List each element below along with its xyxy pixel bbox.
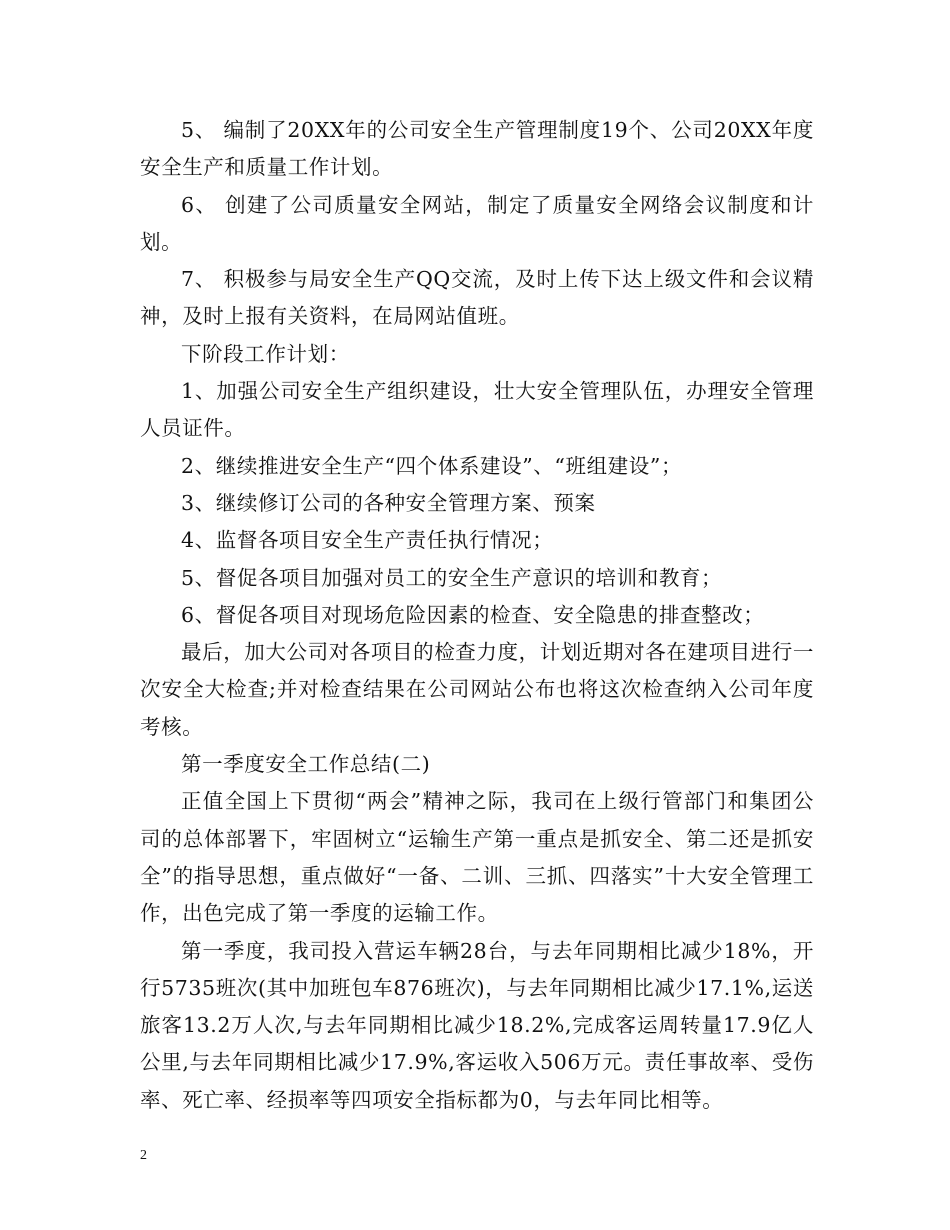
- plan-item-4: 4、监督各项目安全生产责任执行情况；: [181, 528, 554, 553]
- paragraph-finally: 最后，加大公司对各项目的检查力度，计划近期对各在建项目进行一次安全大检查;并对检查结果在公司网站公布也将这次检查纳入公司年度考核。: [140, 640, 814, 739]
- paragraph-item-7-qq: 7、 积极参与局安全生产QQ交流，及时上传下达上级文件和会议精神，及时上报有关资料，在局网站值班。: [140, 267, 814, 329]
- plan-item-2: 2、继续推进安全生产“四个体系建设”、“班组建设”；: [181, 453, 683, 478]
- paragraph-intro: 正值全国上下贯彻“两会”精神之际，我司在上级行管部门和集团公司的总体部署下，牢固树立“运输生产第一重点是抓安全、第二还是抓安全”的指导思想，重点做好“一备、二训、三抓、四落实”十大安全管理工作，出色完成了第一季度的运输工作。: [140, 789, 814, 926]
- plan-item-5: 5、督促各项目加强对员工的安全生产意识的培训和教育；: [181, 565, 723, 590]
- paragraph-item-5-rules: 5、 编制了20XX年的公司安全生产管理制度19个、公司20XX年度安全生产和质量工作计划。: [140, 118, 814, 180]
- document-body: [140, 112, 814, 1119]
- section-title-q1-summary: 第一季度安全工作总结(二): [181, 752, 431, 777]
- plan-item-1: 1、加强公司安全生产组织建设，壮大安全管理队伍，办理安全管理人员证件。: [140, 379, 814, 441]
- paragraph-item-6-website: 6、 创建了公司质量安全网站，制定了质量安全网络会议制度和计划。: [140, 192, 814, 254]
- plan-item-3: 3、继续修订公司的各种安全管理方案、预案: [181, 490, 596, 515]
- section-heading-next-plan: 下阶段工作计划：: [181, 341, 350, 366]
- plan-item-6: 6、督促各项目对现场危险因素的检查、安全隐患的排查整改；: [181, 602, 765, 627]
- page-number: 2: [140, 1148, 147, 1163]
- paragraph-q1-statistics: 第一季度，我司投入营运车辆28台，与去年同期相比减少18%，开行5735班次(其中加班包车876班次)，与去年同期相比减少17.1%,运送旅客13.2万人次,与去年同期相比减少18.2%,完成客运周转量17.9亿人公里,与去年同期相比减少17.9%,客运收入506万元。责任事故率、受伤率、死亡率、经损率等四项安全指标都为0，与去年同比相等。: [140, 938, 814, 1112]
